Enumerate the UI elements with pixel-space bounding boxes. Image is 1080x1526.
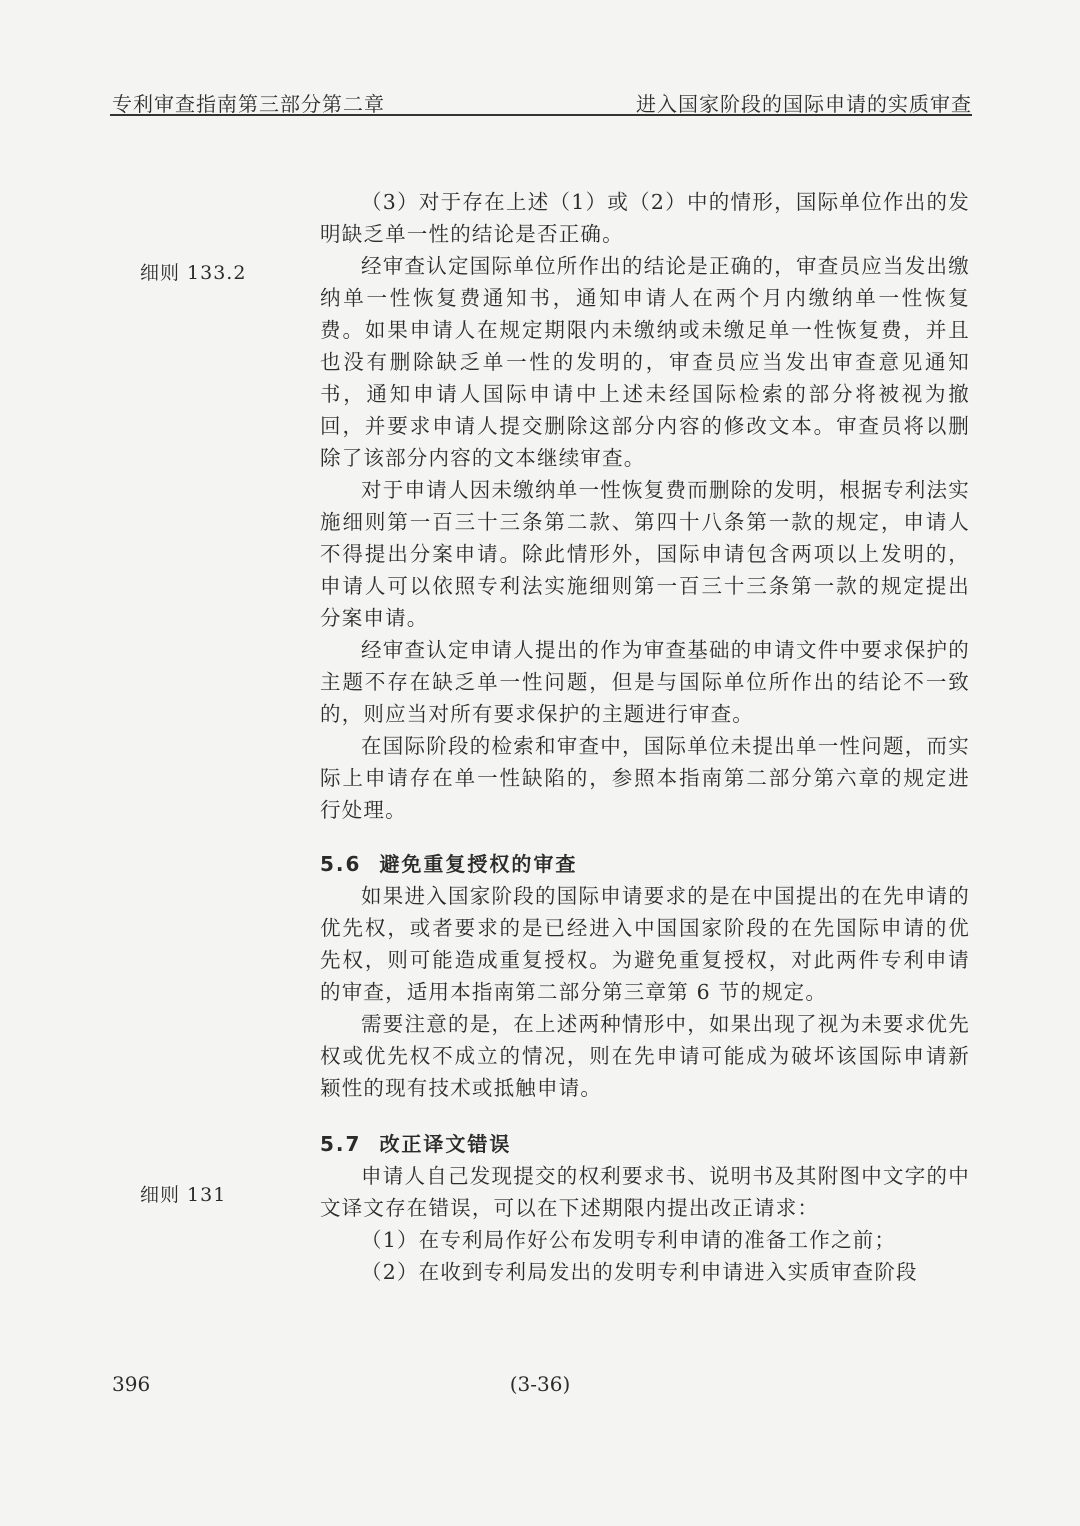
paragraph: 经审查认定国际单位所作出的结论是正确的，审查员应当发出缴纳单一性恢复费通知书，通知申请人在两个月内缴纳单一性恢复费。如果申请人在规定期限内未缴纳或未缴足单一性恢复费，并且也没有删除缺乏单一性的发明的，审查员应当发出审查意见通知书，通知申请人国际申请中上述未经国际检索的部分将被视为撤回，并要求申请人提交删除这部分内容的修改文本。审查员将以删除了该部分内容的文本继续审查。 [320,254,970,470]
running-header-left: 专利审查指南第三部分第二章 [112,92,385,116]
paragraph: （2）在收到专利局发出的发明专利申请进入实质审查阶段 [361,1260,918,1284]
paragraph: （3）对于存在上述（1）或（2）中的情形，国际单位作出的发明缺乏单一性的结论是否正确。 [320,190,970,246]
margin-note-rule-133-2: 细则 133.2 [140,262,247,284]
section-number: 5.7 [320,1132,362,1156]
section-heading-5-7 [320,1128,970,1160]
paragraph: （1）在专利局作好公布发明专利申请的准备工作之前； [361,1228,897,1252]
paragraph: 如果进入国家阶段的国际申请要求的是在中国提出的在先申请的优先权，或者要求的是已经进入中国国家阶段的在先国际申请的优先权，则可能造成重复授权。为避免重复授权，对此两件专利申请的审查，适用本指南第二部分第三章第 6 节的规定。 [320,884,970,1004]
body-text [320,186,970,1288]
section-title: 改正译文错误 [379,1132,512,1156]
paragraph: 申请人自己发现提交的权利要求书、说明书及其附图中文字的中文译文存在错误，可以在下述期限内提出改正请求： [320,1164,970,1220]
header-divider [110,114,972,116]
paragraph: 对于申请人因未缴纳单一性恢复费而删除的发明，根据专利法实施细则第一百三十三条第二款、第四十八条第一款的规定，申请人不得提出分案申请。除此情形外，国际申请包含两项以上发明的，申请人可以依照专利法实施细则第一百三十三条第一款的规定提出分案申请。 [320,478,970,630]
paragraph: 需要注意的是，在上述两种情形中，如果出现了视为未要求优先权或优先权不成立的情况，则在先申请可能成为破坏该国际申请新颖性的现有技术或抵触申请。 [320,1012,970,1100]
section-number: 5.6 [320,852,362,876]
paragraph: 在国际阶段的检索和审查中，国际单位未提出单一性问题，而实际上申请存在单一性缺陷的，参照本指南第二部分第六章的规定进行处理。 [320,734,970,822]
running-header-right: 进入国家阶段的国际申请的实质审查 [636,92,972,116]
margin-note-rule-131: 细则 131 [140,1184,227,1206]
section-heading-5-6 [320,848,970,880]
page-number: 396 [112,1372,151,1396]
section-title: 避免重复授权的审查 [379,852,578,876]
section-page-number: (3-36) [509,1372,571,1396]
paragraph: 经审查认定申请人提出的作为审查基础的申请文件中要求保护的主题不存在缺乏单一性问题，但是与国际单位所作出的结论不一致的，则应当对所有要求保护的主题进行审查。 [320,638,970,726]
